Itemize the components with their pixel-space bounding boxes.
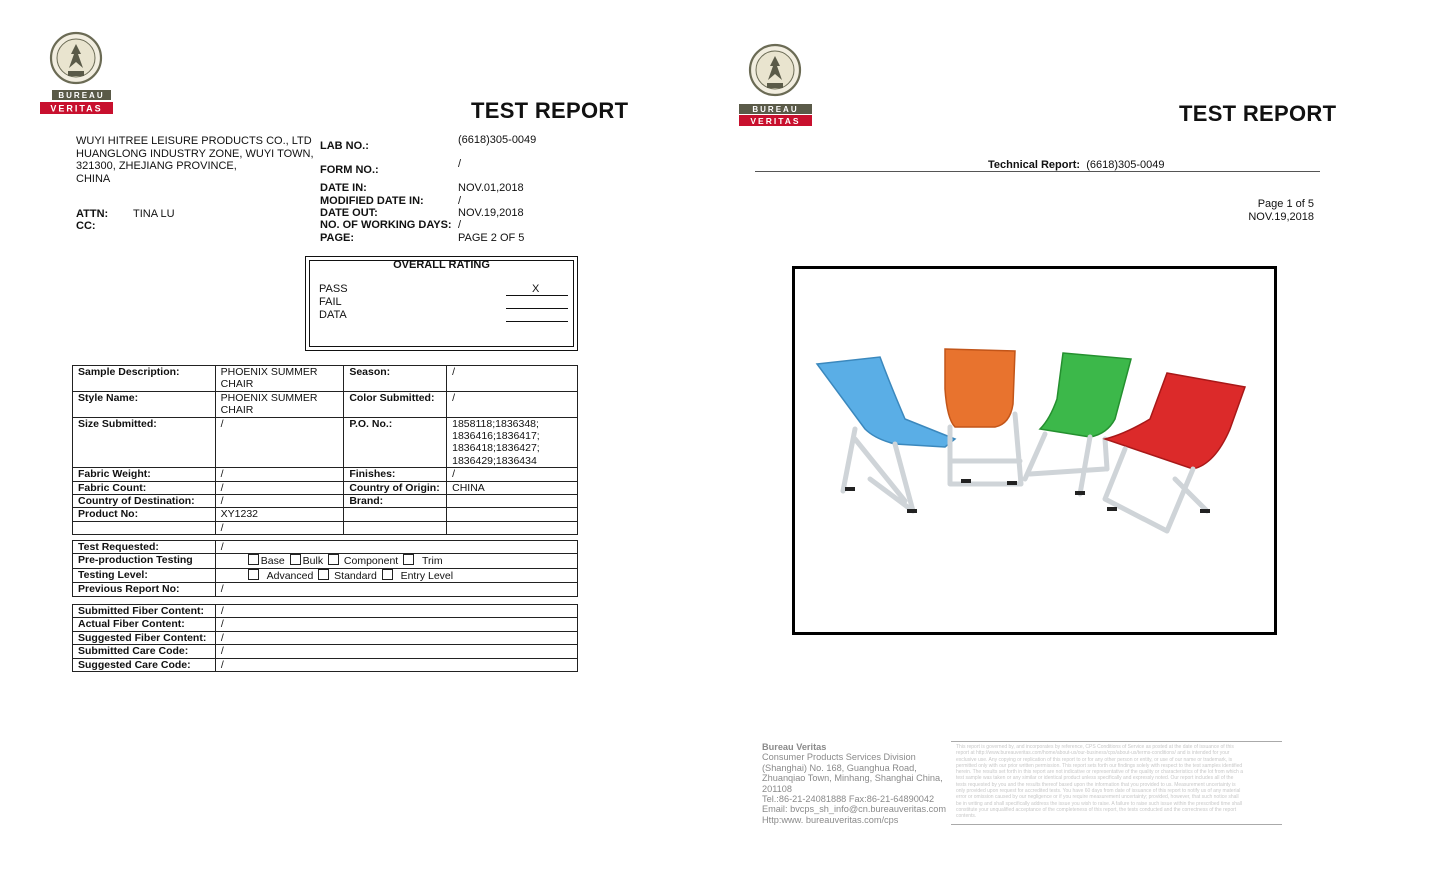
table-row (73, 645, 578, 658)
modified-date-value: / (458, 195, 462, 207)
preproduction-options (215, 554, 577, 568)
technical-report-value: (6618)305-0049 (1086, 159, 1165, 171)
empty-cell (447, 508, 578, 521)
fiber-value: / (215, 631, 577, 644)
table-row (73, 495, 578, 508)
table-row (73, 583, 578, 596)
base-label: Base (260, 555, 285, 568)
bureau-veritas-logo (737, 36, 813, 128)
rating-fail-line (506, 308, 568, 309)
sample-desc-value: PHOENIX SUMMER CHAIR (215, 366, 344, 392)
table-row (73, 521, 578, 534)
fabric-count-value: / (215, 481, 344, 494)
rating-data-line (506, 321, 568, 322)
testing-level-options (215, 568, 577, 582)
empty-cell (447, 521, 578, 534)
attn-value: TINA LU (133, 208, 175, 220)
technical-report-label: Technical Report: (988, 159, 1081, 171)
lab-no-value: (6618)305-0049 (458, 134, 537, 146)
component-checkbox[interactable] (328, 554, 339, 565)
table-row (73, 568, 578, 582)
empty-cell (344, 508, 447, 521)
footer-disclaimer-top-rule (951, 741, 1282, 742)
sample-info-table (72, 365, 578, 535)
table-row (73, 468, 578, 481)
rating-pass-mark: X (532, 283, 540, 295)
base-checkbox[interactable] (248, 554, 259, 565)
fiber-value: / (215, 605, 577, 618)
product-no-label: Product No: (73, 508, 216, 521)
finishes-value: / (447, 468, 578, 481)
season-label: Season: (344, 366, 447, 392)
client-line: 321300, ZHEJIANG PROVINCE, (76, 160, 237, 173)
trim-checkbox[interactable] (403, 554, 414, 565)
origin-value: CHINA (447, 481, 578, 494)
working-days-value: / (458, 219, 462, 231)
date-out-value: NOV.19,2018 (458, 207, 524, 219)
entry-level-checkbox[interactable] (382, 569, 393, 580)
destination-value: / (215, 495, 344, 508)
po-label: P.O. No.: (344, 417, 447, 468)
footer-line: Consumer Products Services Division (762, 752, 916, 763)
fiber-label: Submitted Fiber Content: (73, 605, 216, 618)
date-in-label: DATE IN: (320, 182, 367, 194)
table-row (73, 508, 578, 521)
advanced-checkbox[interactable] (248, 569, 259, 580)
footer-disclaimer: This report is governed by, and incorporates by reference, CPS Conditions of Service as posted at the date of issuance of this report at http://www.bureauveritas.com/home/about-us/our-business/cps/about-us/terms-conditions/ and is intended for your exclusive use. Any copying or replication of this report to or for any other person or entity, or use of our name or trademark, is permitted only with our prior written permission. This report sets forth our findings solely with respect to the test samples identified herein. The results set forth in this report are not indicative or representative of the quality or characteristics of the lot from which a test sample was taken or any similar or identical product unless specifically and expressly noted. Our report includes all of the tests requested by you and the results thereof based upon the information that you provided to us. Measurement uncertainty is only provided upon request for accredited tests. You have 60 days from date of issuance of this report to notify us of any material error or omission caused by our negligence or if you require measurement uncertainty; provided, however, that such notice shall be in writing and shall specifically address the issue you wish to raise. A failure to raise such issue within the prescribed time shall constitute your unqualified acceptance of the completeness of this report, the tests conducted and the correctness of the report contents. (956, 744, 1243, 820)
fabric-weight-label: Fabric Weight: (73, 468, 216, 481)
lab-no-label: LAB NO.: (320, 140, 369, 152)
footer-line: 201108 (762, 783, 792, 794)
fiber-value: / (215, 658, 577, 671)
table-row (73, 391, 578, 417)
svg-text:VERITAS: VERITAS (750, 116, 801, 126)
fiber-label: Suggested Care Code: (73, 658, 216, 671)
footer-address (762, 742, 946, 825)
bulk-checkbox[interactable] (290, 554, 301, 565)
table-row (73, 366, 578, 392)
fiber-label: Submitted Care Code: (73, 645, 216, 658)
rating-pass: PASS (319, 283, 348, 295)
standard-label: Standard (334, 569, 377, 582)
fiber-table (72, 604, 578, 672)
origin-label: Country of Origin: (344, 481, 447, 494)
color-value: / (447, 391, 578, 417)
page-label: PAGE: (320, 232, 355, 244)
form-no-label: FORM NO.: (320, 164, 379, 176)
bureau-veritas-logo (38, 24, 114, 116)
beach-chairs-image (795, 269, 1274, 632)
page-count: Page 1 of 5 (1257, 198, 1314, 210)
client-address (76, 135, 314, 185)
previous-report-label: Previous Report No: (73, 583, 216, 596)
footer-line: Tel.:86-21-24081888 Fax:86-21-64890042 (762, 794, 935, 805)
extra-value: / (215, 521, 344, 534)
footer-line: Zhuanqiao Town, Minhang, Shanghai China, (762, 773, 943, 784)
footer-company: Bureau Veritas (762, 742, 827, 752)
report-date: NOV.19,2018 (1248, 211, 1314, 223)
page-title: TEST REPORT (1179, 101, 1337, 126)
testing-table (72, 540, 578, 597)
test-requested-value: / (215, 541, 577, 554)
entry-level-label: Entry Level (400, 569, 454, 582)
brand-label: Brand: (344, 495, 447, 508)
orange-chair (945, 349, 1021, 485)
fiber-label: Suggested Fiber Content: (73, 631, 216, 644)
fabric-count-label: Fabric Count: (73, 481, 216, 494)
attn-label: ATTN: (76, 208, 109, 220)
trim-label: Trim (421, 555, 443, 568)
footer-line: (Shanghai) No. 168, Guanghua Road, (762, 762, 917, 773)
rating-fail: FAIL (319, 296, 342, 308)
table-row (73, 605, 578, 618)
fiber-value: / (215, 645, 577, 658)
table-row (73, 554, 578, 568)
season-value: / (447, 366, 578, 392)
destination-label: Country of Destination: (73, 495, 216, 508)
technical-report-line (988, 159, 1165, 172)
finishes-label: Finishes: (344, 468, 447, 481)
date-out-label: DATE OUT: (320, 207, 378, 219)
test-requested-label: Test Requested: (73, 541, 216, 554)
modified-date-label: MODIFIED DATE IN: (320, 195, 424, 207)
bulk-label: Bulk (302, 555, 324, 568)
product-photo (792, 266, 1277, 635)
cc-label: CC: (76, 220, 96, 232)
testing-level-label: Testing Level: (73, 568, 216, 582)
svg-text:VERITAS: VERITAS (50, 103, 103, 114)
table-row (73, 541, 578, 554)
fiber-label: Actual Fiber Content: (73, 618, 216, 631)
size-value: / (215, 417, 344, 468)
rating-data: DATA (319, 309, 347, 321)
svg-text:BUREAU: BUREAU (58, 91, 105, 100)
empty-cell (73, 521, 216, 534)
color-label: Color Submitted: (344, 391, 447, 417)
table-row (73, 618, 578, 631)
overall-rating-box (305, 256, 578, 351)
fabric-weight-value: / (215, 468, 344, 481)
client-line: CHINA (76, 172, 111, 185)
preproduction-label: Pre-production Testing (73, 554, 216, 568)
red-chair (1105, 373, 1245, 531)
client-line: WUYI HITREE LEISURE PRODUCTS CO., LTD (76, 135, 312, 147)
advanced-label: Advanced (266, 569, 314, 582)
rating-pass-line (506, 295, 568, 296)
table-row (73, 481, 578, 494)
svg-text:BUREAU: BUREAU (752, 105, 799, 114)
footer-line: Email: bvcps_sh_info@cn.bureauveritas.com (762, 804, 946, 815)
product-no-value: XY1232 (215, 508, 344, 521)
page-title: TEST REPORT (471, 98, 629, 123)
blue-chair (817, 357, 955, 513)
footer-disclaimer-bottom-rule (951, 824, 1282, 825)
standard-checkbox[interactable] (318, 569, 329, 580)
component-label: Component (343, 555, 399, 568)
footer-line: Http:www. bureauveritas.com/cps (762, 814, 899, 825)
po-value: 1858118;1836348; 1836416;1836417; 1836418;1836427; 1836429;1836434 (447, 417, 578, 468)
style-name-label: Style Name: (73, 391, 216, 417)
empty-cell (344, 521, 447, 534)
style-name-value: PHOENIX SUMMER CHAIR (215, 391, 344, 417)
bureau-veritas-seal-icon (737, 36, 813, 128)
sample-desc-label: Sample Description: (73, 366, 216, 392)
table-row (73, 417, 578, 468)
working-days-label: NO. OF WORKING DAYS: (320, 219, 452, 231)
bureau-veritas-seal-icon (38, 24, 114, 116)
table-row (73, 631, 578, 644)
table-row (73, 658, 578, 671)
previous-report-value: / (215, 583, 577, 596)
date-in-value: NOV.01,2018 (458, 182, 524, 194)
overall-rating-title: OVERALL RATING (393, 259, 490, 271)
form-no-value: / (458, 158, 462, 170)
fiber-value: / (215, 618, 577, 631)
header-divider (755, 171, 1320, 172)
size-label: Size Submitted: (73, 417, 216, 468)
client-line: HUANGLONG INDUSTRY ZONE, WUYI TOWN, (76, 147, 314, 160)
page-value: PAGE 2 OF 5 (458, 232, 525, 244)
brand-value (447, 495, 578, 508)
